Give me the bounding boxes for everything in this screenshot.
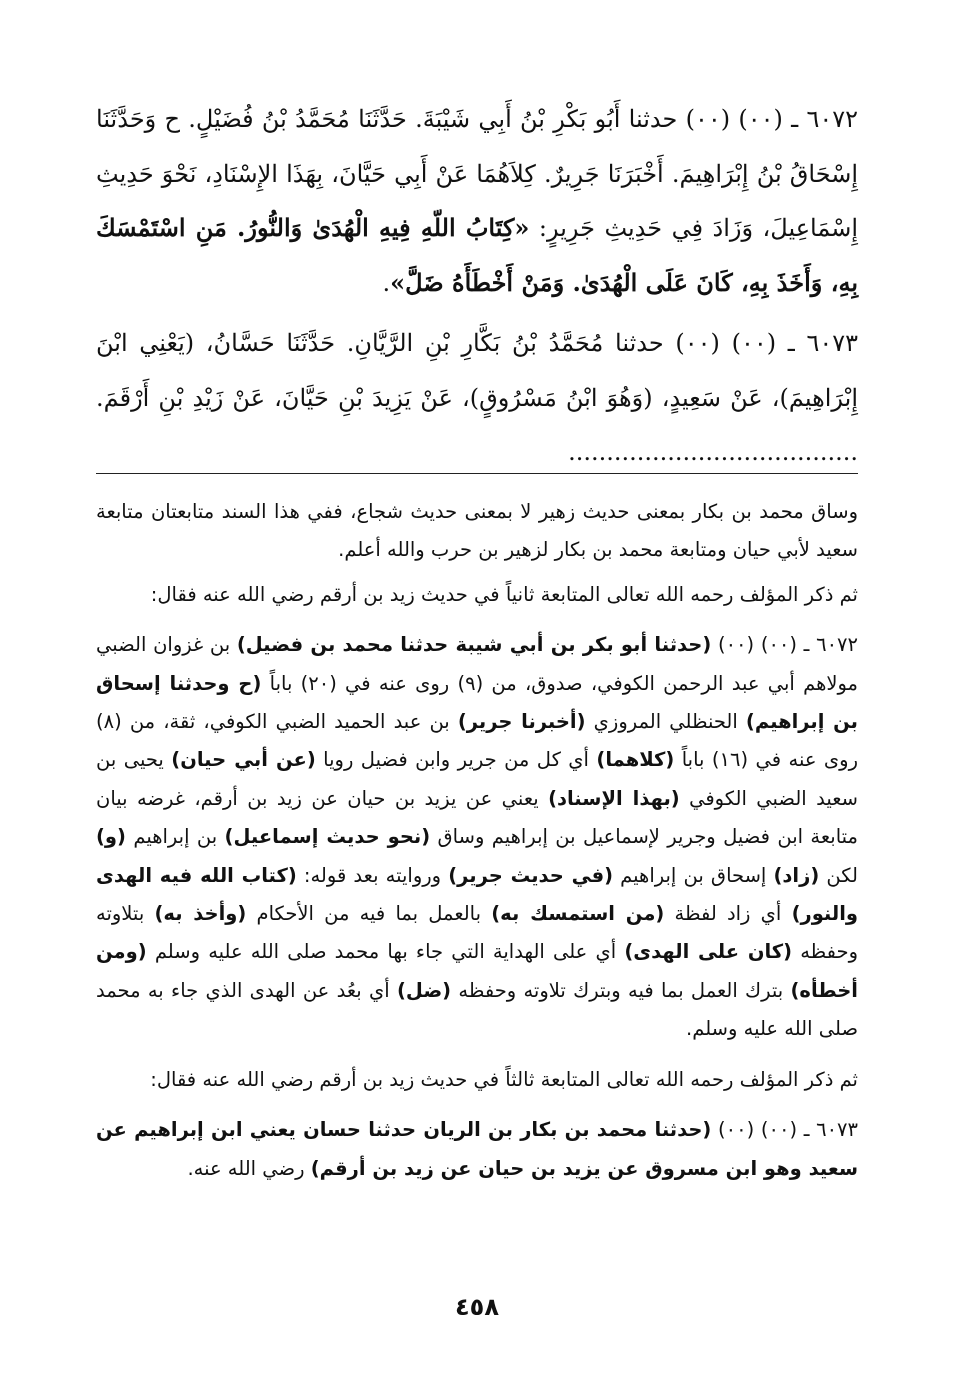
hadith-6073-dots: ......................................: [568, 438, 858, 466]
commentary-para-5: ٦٠٧٣ ـ (٠٠) (٠٠) (حدثنا محمد بن بكار بن الريان حدثنا حسان يعني ابن إبراهيم عن سعيد وهو ابن مسروق عن يزيد بن حيان عن زيد بن أرقم) رضي الله عنه.: [96, 1118, 859, 1180]
page-number: ٤٥٨: [455, 1293, 499, 1321]
commentary-para-3: ٦٠٧٢ ـ (٠٠) (٠٠) (حدثنا أبو بكر بن أبي شيبة حدثنا محمد بن فضيل) بن غزوان الضبي مولاهم أبي عبد الرحمن الكوفي، صدوق، من (٩) روى عنه في (٢٠) باباً (ح وحدثنا إسحاق بن إبراهيم) الحنظلي المروزي (أخبرنا جرير) بن عبد الحميد الضبي الكوفي، ثقة، من (٨) روى عنه في (١٦) باباً (كلاهما) أي كل من جرير وابن فضيل رويا (عن أبي حيان) يحيى بن سعيد الضبي الكوفي (بهذا الإسناد) يعني عن يزيد بن حيان عن زيد بن أرقم، غرضه بيان متابعة ابن فضيل وجرير لإسماعيل بن إبراهيم وساق (نحو حديث إسماعيل) بن إبراهيم (و) لكن (زاد) إسحاق بن إبراهيم (في حديث جرير) وروايته بعد قوله: (كتاب الله فيه الهدى والنور) أي زاد لفظة (من استمسك به) بالعمل بما فيه من الأحكام (وأخذ به) بتلاوته وحفظه (كان على الهدى) أي على الهداية التي جاء بها محمد صلى الله عليه وسلم (ومن أخطأه) بترك العمل بما فيه وبترك تلاوته وحفظه (ضل) أي بعُد عن الهدى الذي جاء به محمد صلى الله عليه وسلم.: [96, 633, 859, 1041]
commentary-para-2: ثم ذكر المؤلف رحمه الله تعالى المتابعة ثانياً في حديث زيد بن أرقم رضي الله عنه فقال:: [150, 582, 858, 606]
hadith-text-block: [96, 92, 858, 480]
hadith-6072-end: .: [382, 268, 391, 297]
hadith-6073: [96, 316, 858, 480]
hadith-6072: [96, 92, 858, 310]
footnote-divider: [96, 473, 858, 474]
hadith-6073-isnad: ٦٠٧٣ ـ (٠٠) (٠٠) حدثنا مُحَمَّدُ بْنُ بَكَّارِ بْنِ الرَّيَّانِ. حَدَّثَنَا حَسَّانُ، (يَعْنِي ابْنَ إِبْرَاهِيمَ)، عَنْ سَعِيدٍ، (وَهُوَ ابْنُ مَسْرُوقٍ)، عَنْ يَزِيدَ بْنِ حَيَّانَ، عَنْ زَيْدِ بْنِ أَرْقَمَ.: [96, 329, 858, 412]
commentary-para-4: ثم ذكر المؤلف رحمه الله تعالى المتابعة ثالثاً في حديث زيد بن أرقم رضي الله عنه فقال:: [150, 1067, 858, 1091]
hadith-6072-quote: «كِتَابُ اللّهِ فِيهِ الْهُدَىٰ وَالنُّورُ. مَنِ اسْتَمْسَكَ بِهِ، وَأَخَذَ بِهِ، كَانَ عَلَى الْهُدَىٰ. وَمَنْ أَخْطَأَهُ ضَلَّ»: [96, 213, 858, 297]
commentary-block: [96, 493, 858, 1188]
hadith-6072-isnad: ٦٠٧٢ ـ (٠٠) (٠٠) حدثنا أَبُو بَكْرِ بْنُ أَبِي شَيْبَةَ. حَدَّثَنَا مُحَمَّدُ بْنُ فُضَيْلٍ. ح وَحَدَّثَنَا إِسْحَاقُ بْنُ إِبْرَاهِيمَ. أَخْبَرَنَا جَرِيرٌ. كِلاَهُمَا عَنْ أَبِي حَيَّانَ، بِهَذَا الإِسْنَادِ، نَحْوَ حَدِيثِ إِسْمَاعِيلَ، وَزَادَ فِي حَدِيثِ جَرِيرٍ:: [96, 105, 859, 242]
commentary-para-1: وساق محمد بن بكار بمعنى حديث زهير لا بمعنى حديث شجاع، ففي هذا السند متابعتان متابعة سعيد لأبي حيان ومتابعة محمد بن بكار لزهير بن حرب والله أعلم.: [96, 500, 858, 562]
